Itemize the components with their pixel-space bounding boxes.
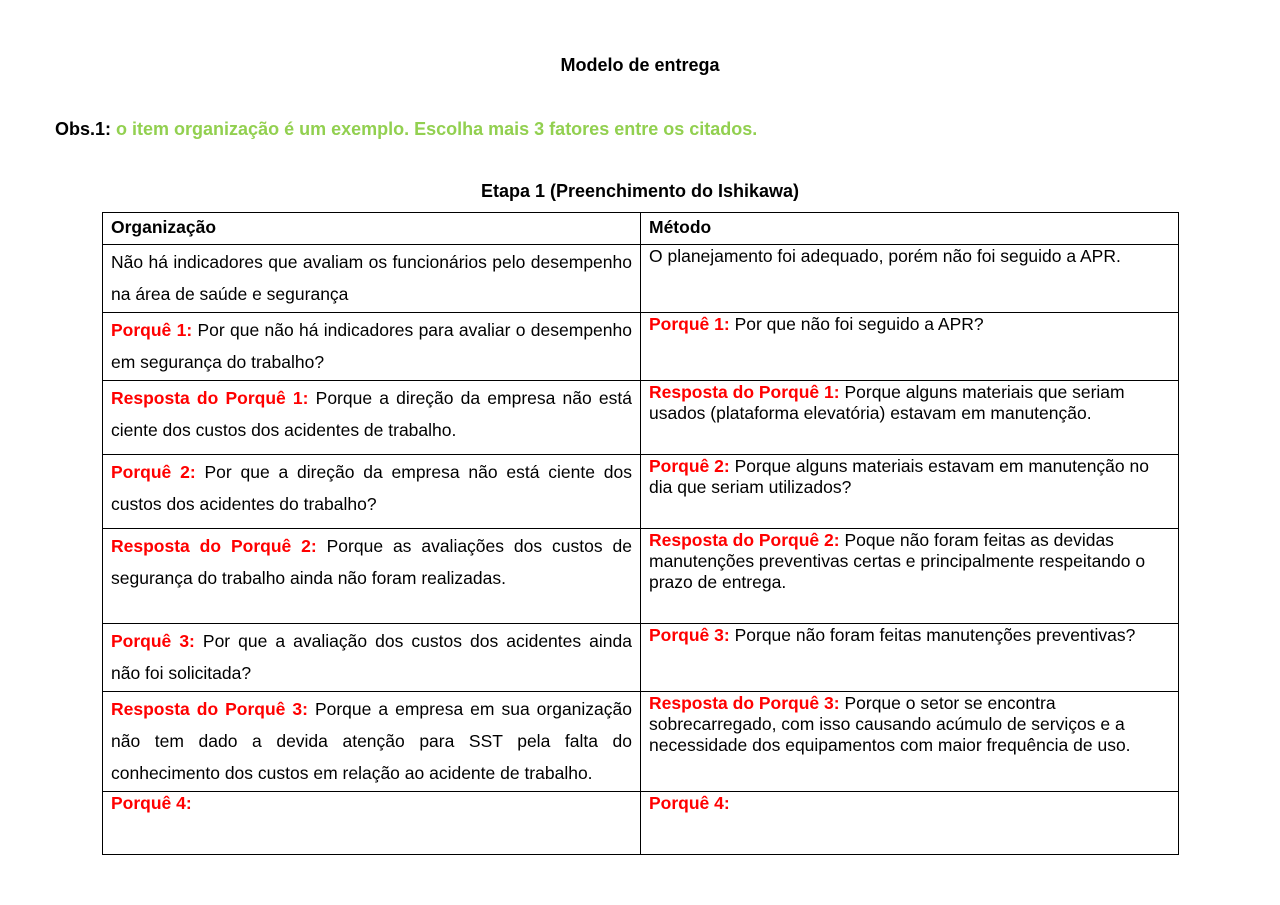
- cell-label: Porquê 4:: [649, 793, 730, 813]
- table-row: [103, 624, 1179, 692]
- cell-label: Resposta do Porquê 2:: [111, 536, 317, 556]
- org-cell: [103, 624, 641, 692]
- metodo-cell: [641, 381, 1179, 455]
- cell-label: Porquê 1:: [649, 314, 730, 334]
- cell-text: Porque alguns materiais que seriam usados (plataforma elevatória) estavam em manutenção.: [649, 382, 1125, 423]
- metodo-cell: [641, 624, 1179, 692]
- observation-text: o item organização é um exemplo. Escolha mais 3 fatores entre os citados.: [116, 119, 758, 139]
- cell-text: Não há indicadores que avaliam os funcionários pelo desempenho na área de saúde e segurança: [111, 252, 632, 304]
- cell-text: Por que não há indicadores para avaliar o desempenho em segurança do trabalho?: [111, 320, 632, 372]
- cell-text: Por que a direção da empresa não está ciente dos custos dos acidentes do trabalho?: [111, 462, 632, 514]
- cell-text: Porque a empresa em sua organização não tem dado a devida atenção para SST pela falta do conhecimento dos custos em relação ao acidente de trabalho.: [111, 699, 632, 783]
- cell-text: Poque não foram feitas as devidas manutenções preventivas certas e principalmente respeitando o prazo de entrega.: [649, 530, 1146, 592]
- org-cell: [103, 245, 641, 313]
- cell-text: Porque a direção da empresa não está ciente dos custos dos acidentes de trabalho.: [111, 388, 632, 440]
- metodo-cell: [641, 313, 1179, 381]
- table-row: [103, 455, 1179, 529]
- observation-note: [55, 119, 757, 140]
- cell-label: Resposta do Porquê 3:: [649, 693, 840, 713]
- stage-title: Etapa 1 (Preenchimento do Ishikawa): [480, 181, 800, 201]
- header-organizacao: Organização: [103, 213, 641, 245]
- cell-label: Resposta do Porquê 2:: [649, 530, 840, 550]
- cell-label: Porquê 2:: [649, 456, 730, 476]
- table-row: [103, 529, 1179, 624]
- ishikawa-table: [102, 212, 1179, 855]
- metodo-cell: [641, 455, 1179, 529]
- org-cell: [103, 792, 641, 855]
- metodo-cell: [641, 692, 1179, 792]
- cell-label: Resposta do Porquê 1:: [649, 382, 840, 402]
- cell-label: Porquê 4:: [111, 793, 192, 813]
- org-cell: [103, 692, 641, 792]
- org-cell: [103, 529, 641, 624]
- cell-text: Por que não foi seguido a APR?: [729, 314, 984, 334]
- header-metodo: Método: [641, 213, 1179, 245]
- cell-label: Porquê 2:: [111, 462, 196, 482]
- cell-text: O planejamento foi adequado, porém não foi seguido a APR.: [649, 246, 1121, 266]
- metodo-cell: [641, 792, 1179, 855]
- page-title: Modelo de entrega: [560, 55, 720, 75]
- cell-text: Por que a avaliação dos custos dos acidentes ainda não foi solicitada?: [111, 631, 632, 683]
- cell-text: Porque alguns materiais estavam em manutenção no dia que seriam utilizados?: [649, 456, 1149, 497]
- cell-text: Porque as avaliações dos custos de segurança do trabalho ainda não foram realizadas.: [111, 536, 632, 588]
- table-row: [103, 692, 1179, 792]
- table-header-row: [103, 213, 1179, 245]
- org-cell: [103, 455, 641, 529]
- cell-label: Porquê 3:: [111, 631, 195, 651]
- metodo-cell: [641, 245, 1179, 313]
- table-row: [103, 245, 1179, 313]
- cell-label: Porquê 1:: [111, 320, 193, 340]
- cell-label: Porquê 3:: [649, 625, 730, 645]
- metodo-cell: [641, 529, 1179, 624]
- table-row: [103, 381, 1179, 455]
- cell-label: Resposta do Porquê 1:: [111, 388, 309, 408]
- table-row: [103, 792, 1179, 855]
- cell-text: Porque o setor se encontra sobrecarregado, com isso causando acúmulo de serviços e a necessidade dos equipamentos com maior frequência de uso.: [649, 693, 1131, 755]
- observation-label: Obs.1:: [55, 119, 112, 139]
- table-row: [103, 313, 1179, 381]
- org-cell: [103, 381, 641, 455]
- cell-text: Porque não foram feitas manutenções preventivas?: [729, 625, 1136, 645]
- org-cell: [103, 313, 641, 381]
- cell-label: Resposta do Porquê 3:: [111, 699, 308, 719]
